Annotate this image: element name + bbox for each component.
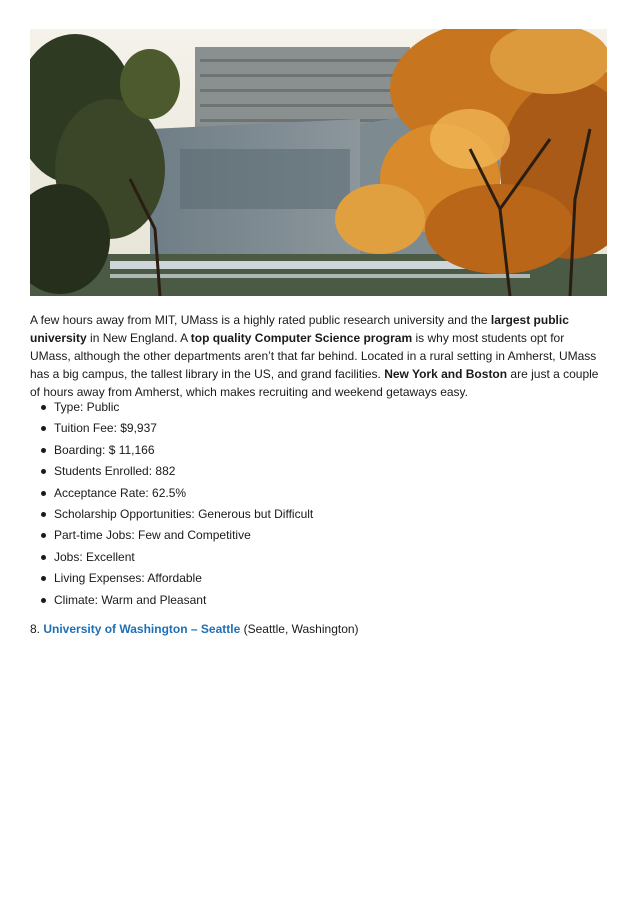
fact-students: Students Enrolled: 882 [54,464,176,479]
fact-type: Type: Public [54,400,120,414]
intro-text-2: in New England. A [86,331,191,345]
list-item [30,504,608,525]
list-item [30,590,608,611]
fact-tuition: Tuition Fee: $9,937 [54,421,157,436]
list-item [30,483,608,504]
bullet-icon [41,426,46,431]
list-item [30,547,608,568]
bullet-icon [41,533,46,538]
intro-bold-cs: top quality Computer Science program [190,331,413,345]
intro-text-3: is why most students opt for UMass, although the other departments aren’t that far behind. Located in a rural setting in Amherst, UMass has a big campus, the tallest library in the US, and grand facilities. [30,331,597,381]
university-link[interactable]: University of Washington – Seattle [43,622,241,636]
bullet-icon [41,491,46,496]
bullet-icon [41,555,46,560]
intro-text-1: A few hours away from MIT, UMass is a highly rated public research university and the [30,313,491,327]
fact-boarding: Boarding: $ 11,166 [54,442,155,457]
bullet-icon [41,598,46,603]
bullet-icon [41,512,46,517]
intro-text-4: are just a couple of hours away from Amherst, which makes recruiting and weekend getaways easy. [30,367,599,399]
list-item [30,440,608,461]
campus-photo [30,29,607,296]
fact-climate: Climate: Warm and Pleasant [54,592,207,607]
list-item [30,525,608,546]
fact-scholarship: Scholarship Opportunities: Generous but Difficult [54,507,314,522]
bullet-icon [41,405,46,410]
facts-list [30,397,608,611]
fact-parttime: Part-time Jobs: Few and Competitive [54,528,251,543]
bullet-icon [41,469,46,474]
list-item [30,461,608,482]
next-location: (Seattle, Washington) [240,622,359,636]
intro-bold-largest: largest public university [30,313,569,345]
fact-living: Living Expenses: Affordable [54,571,202,586]
intro-paragraph [30,311,608,401]
next-university-heading [30,620,359,638]
list-item [30,418,608,439]
fact-jobs: Jobs: Excellent [54,549,135,564]
bullet-icon [41,448,46,453]
list-item [30,397,608,418]
next-number: 8. [30,622,44,636]
intro-bold-nyb: New York and Boston [384,367,508,381]
bullet-icon [41,576,46,581]
fact-acceptance: Acceptance Rate: 62.5% [54,485,187,500]
list-item [30,568,608,589]
campus-photo-illustration [30,29,607,296]
